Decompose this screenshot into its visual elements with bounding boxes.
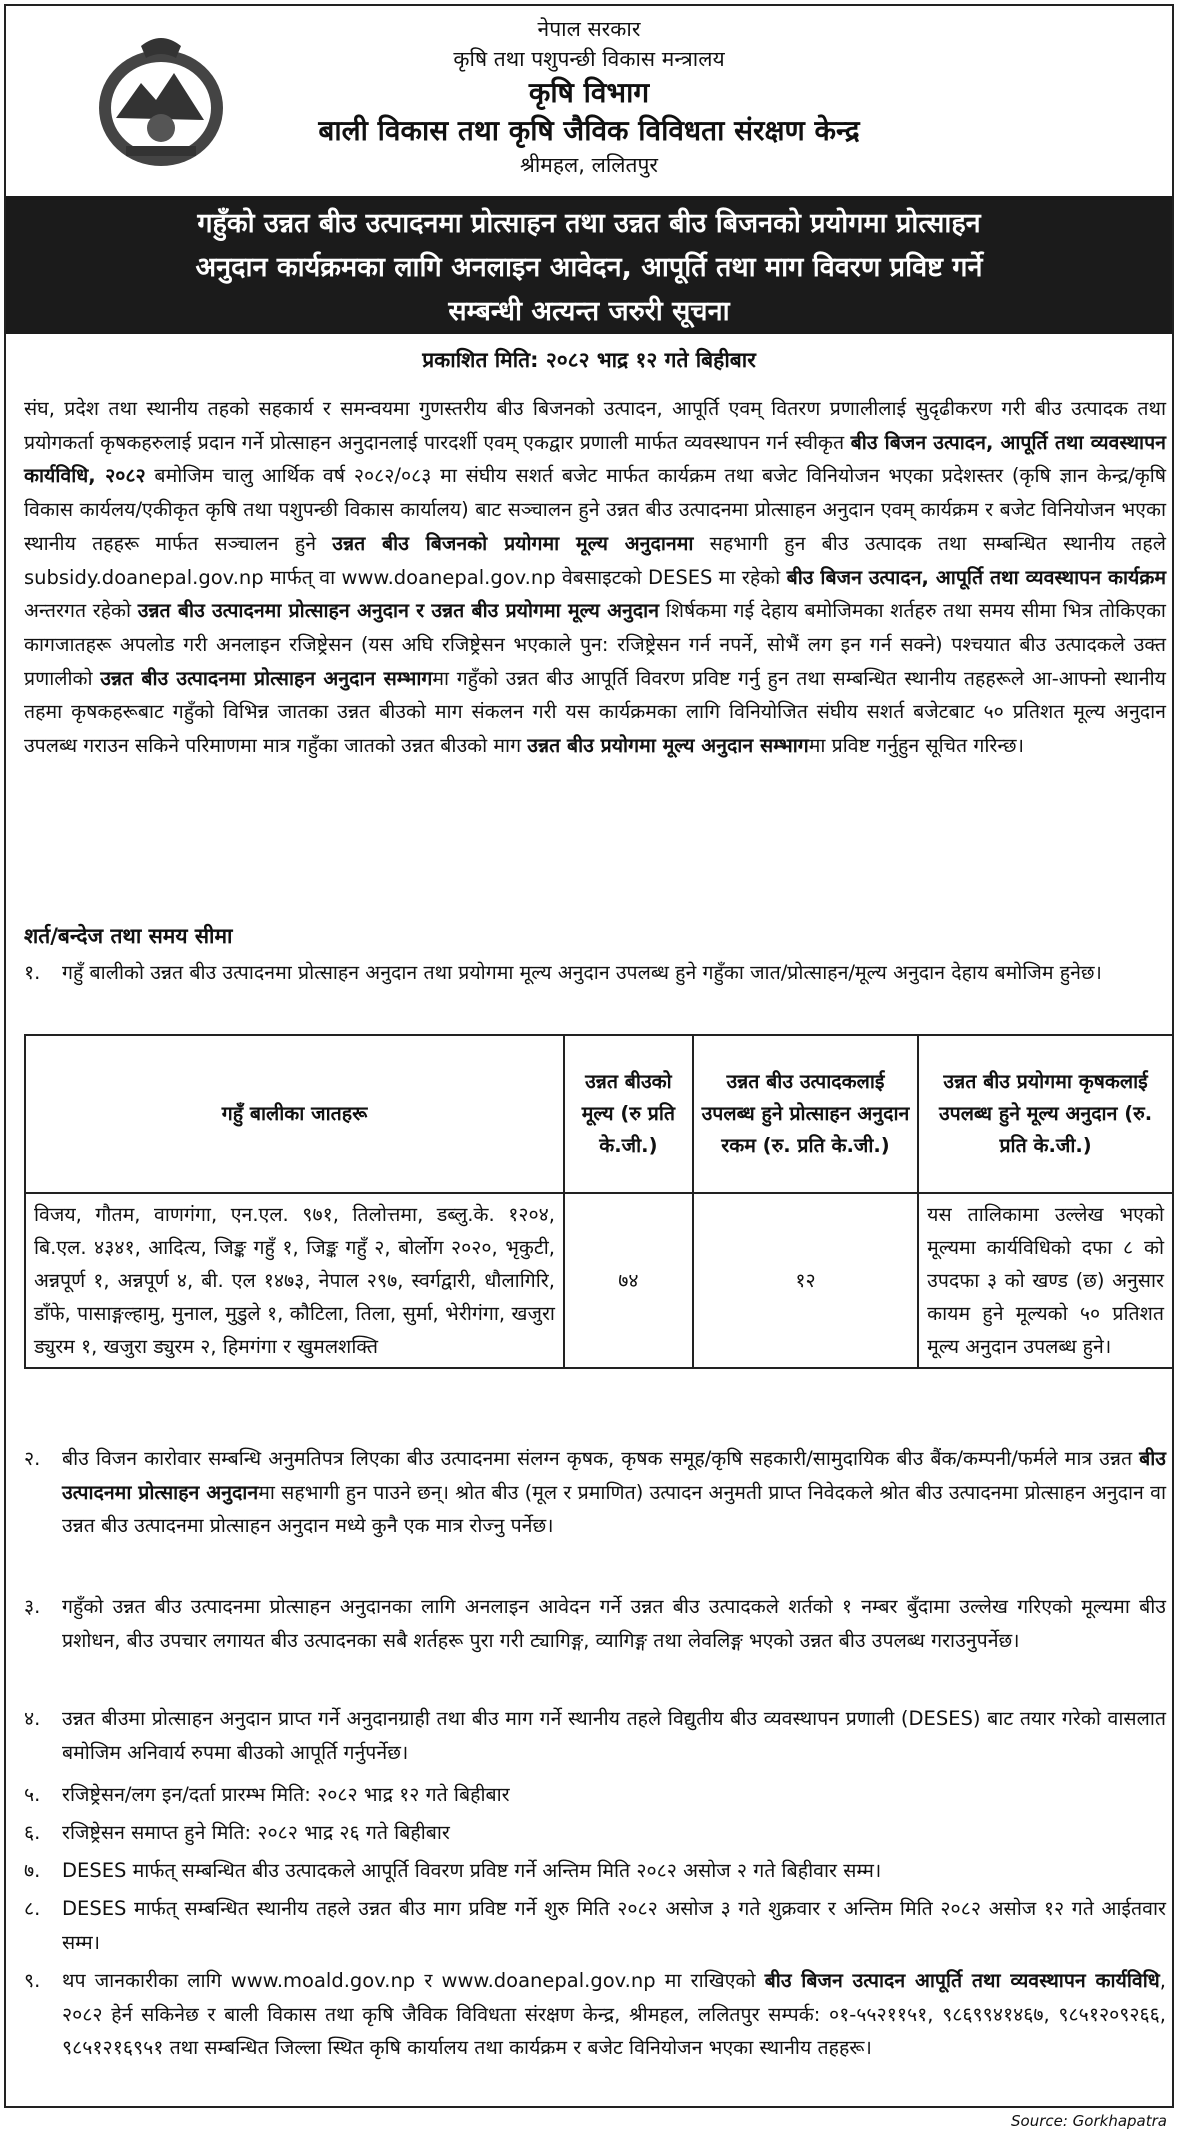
col-header-subsidy: उन्नत बीउ प्रयोगमा कृषकलाई उपलब्ध हुने मूल्य अनुदान (रु. प्रति के.जी.) [918,1035,1173,1193]
item-text-part: बीउ विजन कारोवार सम्बन्धि अनुमतिपत्र लिएका बीउ उत्पादनमा संलग्न कृषक, कृषक समूह/कृषि सहकारी/सामुदायिक बीउ बैंक/कम्पनी/फर्मले मात्र उन्नत [62,1447,1140,1470]
cell-subsidy-note: यस तालिकामा उल्लेख भएको मूल्यमा कार्यविधिको दफा ८ को उपदफा ३ को खण्ड (छ) अनुसार कायम हुने मूल्यको ५० प्रतिशत मूल्य अनुदान उपलब्ध हुने। [918,1193,1173,1368]
cell-price: ७४ [564,1193,693,1368]
source-credit: Source: Gorkhapatra [1011,2112,1167,2130]
intro-text: शिर्षकमा गई देहाय बमोजिमका शर्तहरु तथा समय सीमा भित्र तोकिएका कागजातहरू अपलोड गरी अनलाइन रजिष्ट्रेसन (यस अघि रजिष्ट्रेसन भएकाले पुन: रजिष्ट्रेसन गर्न नपर्ने, सोभैं लग इन गर्न सक्ने) पश्चयात बीउ उत्पादकले उक्त प्रणालीको [24,599,1166,690]
condition-item-4 [24,1702,1166,1769]
item-number: ६. [24,1821,41,1844]
item-number: ८. [24,1897,41,1920]
item-number: ३. [24,1595,41,1618]
item-text-bold: बीउ बिजन उत्पादन आपूर्ति तथा व्यवस्थापन कार्यविधि [764,1969,1160,1992]
item-text: उन्नत बीउमा प्रोत्साहन अनुदान प्राप्त गर्ने अनुदानग्राही तथा बीउ माग गर्ने स्थानीय तहले विद्युतीय बीउ व्यवस्थापन प्रणाली (DESES) बाट तयार गरेको वासलात बमोजिम अनिवार्य रुपमा बीउको आपूर्ति गर्नुपर्नेछ। [62,1707,1166,1764]
item-text: गहुँ बालीको उन्नत बीउ उत्पादनमा प्रोत्साहन अनुदान तथा प्रयोगमा मूल्य अनुदान उपलब्ध हुने गहुँका जात/प्रोत्साहन/मूल्य अनुदान देहाय बमोजिम हुनेछ। [62,961,1102,984]
col-header-price: उन्नत बीउको मूल्य (रु प्रति के.जी.) [564,1035,693,1193]
centre-name: बाली विकास तथा कृषि जैविक विविधता संरक्षण केन्द्र [318,114,860,147]
item-text-part: थप जानकारीका लागि www.moald.gov.np र www.doanepal.gov.np मा राखिएको [62,1969,765,1992]
variety-table [24,1034,1174,1369]
item-text: DESES मार्फत् सम्बन्धित बीउ उत्पादकले आपूर्ति विवरण प्रविष्ट गर्ने अन्तिम मिति २०८२ असोज २ गते बिहीवार सम्म। [62,1859,882,1882]
title-line-1: गहुँको उन्नत बीउ उत्पादनमा प्रोत्साहन तथा उन्नत बीउ बिजनको प्रयोगमा प्रोत्साहन [197,208,981,239]
title-line-3: सम्बन्धी अत्यन्त जरुरी सूचना [448,296,730,327]
item-text: DESES मार्फत् सम्बन्धित स्थानीय तहले उन्नत बीउ माग प्रविष्ट गर्ने शुरु मिति २०८२ असोज ३ गते शुक्रवार र अन्तिम मिति २०८२ असोज १२ गते आईतवार सम्म। [62,1897,1166,1954]
intro-paragraph [24,392,1166,763]
section-title: शर्त/बन्देज तथा समय सीमा [24,924,233,948]
published-date: प्रकाशित मिति: २०८२ भाद्र १२ गते बिहीबार [422,348,756,372]
condition-item-6 [24,1816,1166,1850]
intro-bold: उन्नत बीउ उत्पादनमा प्रोत्साहन अनुदान सम्भाग [100,666,433,690]
notice-title [6,196,1172,334]
item-number: ४. [24,1707,41,1730]
item-number: ५. [24,1783,41,1806]
item-text: गहुँको उन्नत बीउ उत्पादनमा प्रोत्साहन अनुदानका लागि अनलाइन आवेदन गर्ने उन्नत बीउ उत्पादकले शर्तको १ नम्बर बुँदामा उल्लेख गरिएको मूल्यमा बीउ प्रशोधन, बीउ उपचार लगायत बीउ उत्पादनका सबै शर्तहरू पुरा गरी ट्यागिङ्ग, व्यागिङ्ग तथा लेवलिङ्ग भएको उन्नत बीउ उपलब्ध गराउनुपर्नेछ। [62,1595,1166,1652]
address: श्रीमहल, ललितपुर [519,153,658,177]
intro-bold: बीउ बिजन उत्पादन, आपूर्ति तथा व्यवस्थापन कार्यक्रम [786,565,1166,589]
condition-item-1 [24,956,1166,990]
item-text [62,1964,1166,2065]
item-text: रजिष्ट्रेसन समाप्त हुने मिति: २०८२ भाद्र २६ गते बिहीबार [62,1821,450,1844]
cell-varieties: विजय, गौतम, वाणगंगा, एन.एल. ९७१, तिलोत्तमा, डब्लु.के. १२०४, बि.एल. ४३४१, आदित्य, जिङ्क गहुँ १, जिङ्क गहुँ २, बोर्लोग २०२०, भृकुटी, अन्नपूर्ण १, अन्नपूर्ण ४, बी. एल १४७३, नेपाल २९७, स्वर्गद्वारी, धौलागिरि, डाँफे, पासाङ्गल्हामु, मुनाल, मुडुले १, कौटिला, तिला, सुर्मा, भेरीगंगा, खजुरा ड्युरम १, खजुरा ड्युरम २, हिमगंगा र खुमलशक्ति [25,1193,564,1368]
intro-text: बमोजिम चालु आर्थिक वर्ष २०८२/०८३ मा संघीय सशर्त बजेट मार्फत कार्यक्रम तथा बजेट विनियोजन भएका प्रदेशस्तर (कृषि ज्ञान केन्द्र/कृषि विकास कार्यलय/एकीकृत कृषि तथा पशुपन्छी विकास कार्यालय) बाट सञ्चालन हुने उन्नत बीउ उत्पादनमा प्रोत्साहन अनुदान एवम् कार्यक्रम र बजेट विनियोजन भएका स्थानीय तहहरू मार्फत सञ्चालन हुने [24,464,1167,555]
title-line-2: अनुदान कार्यक्रमका लागि अनलाइन आवेदन, आपूर्ति तथा माग विवरण प्रविष्ट गर्ने [195,252,983,283]
condition-item-3 [24,1590,1166,1657]
col-header-varieties: गहुँ बालीका जातहरू [25,1035,564,1193]
department-name: कृषि विभाग [528,76,650,109]
intro-bold: बीउ बिजन उत्पादन, आपूर्ति तथा व्यवस्थापन कार्यविधि, २०८२ [24,430,1167,488]
item-text-part: , २०८२ हेर्न सकिनेछ र बाली विकास तथा कृषि जैविक विविधता संरक्षण केन्द्र, श्रीमहल, ललितपुर सम्पर्क: ०१-५५२११५१, ९८६९९४१४६७, ९८५१२०९२६६, ९८५१२१६९५१ तथा सम्बन्धित जिल्ला स्थित कृषि कार्यालय तथा कार्यक्रम र बजेट विनियोजन भएका स्थानीय तहहरू। [62,1969,1166,2059]
condition-item-9 [24,1964,1166,2065]
intro-text: मा गहुँको उन्नत बीउ आपूर्ति विवरण प्रविष्ट गर्नु हुन तथा सम्बन्धित स्थानीय तहहरूले आ-आफ्नो स्थानीय तहमा कृषकहरूबाट गहुँको विभिन्न जातका उन्नत बीउको माग संकलन गरी यस कार्यक्रमका लागि विनियोजित संघीय सशर्त बजेटबाट ५० प्रतिशत मूल्य अनुदान उपलब्ध गराउन सकिने परिमाणमा मात्र गहुँका जातको उन्नत बीउको माग [24,666,1166,758]
condition-item-8 [24,1892,1166,1959]
condition-item-2 [24,1442,1166,1543]
intro-bold: उन्नत बीउ बिजनको प्रयोगमा मूल्य अनुदानमा [332,531,694,555]
nepal-emblem-icon [86,28,236,178]
intro-text: मा प्रविष्ट गर्नुहुन सूचित गरिन्छ। [808,734,1024,758]
col-header-incentive: उन्नत बीउ उत्पादकलाई उपलब्ध हुने प्रोत्साहन अनुदान रकम (रु. प्रति के.जी.) [693,1035,918,1193]
cell-incentive: १२ [693,1193,918,1368]
intro-text: संघ, प्रदेश तथा स्थानीय तहको सहकार्य र समन्वयमा गुणस्तरीय बीउ बिजनको उत्पादन, आपूर्ति एवम् वितरण प्रणालीलाई सुदृढीकरण गरी बीउ उत्पादक तथा प्रयोगकर्ता कृषकहरुलाई प्रदान गर्ने प्रोत्साहन अनुदानलाई पारदर्शी एवम् एकद्वार प्रणाली मार्फत व्यवस्थापन गर्न स्वीकृत [24,397,1166,454]
item-text: रजिष्ट्रेसन/लग इन/दर्ता प्रारम्भ मिति: २०८२ भाद्र १२ गते बिहीबार [62,1783,510,1806]
notice-frame [4,4,1174,2108]
item-number: १. [24,961,41,984]
item-number: २. [24,1447,41,1470]
item-text [62,1442,1166,1543]
table-header-row [25,1035,1173,1193]
condition-item-7 [24,1854,1166,1888]
condition-item-5 [24,1778,1166,1812]
item-text-part: मा सहभागी हुन पाउने छन्। श्रोत बीउ (मूल र प्रमाणित) उत्पादन अनुमती प्राप्त निवेदकले श्रोत बीउ उत्पादनमा प्रोत्साहन अनुदान वा उन्नत बीउ उत्पादनमा प्रोत्साहन अनुदान मध्ये कुनै एक मात्र रोज्नु पर्नेछ। [62,1480,1166,1537]
header [6,6,1172,192]
intro-text: अन्तरगत रहेको [24,599,138,623]
table-row [25,1193,1173,1368]
intro-text: सहभागी हुन बीउ उत्पादक तथा सम्बन्धित स्थानीय तहले subsidy.doanepal.gov.np मार्फत् वा www.doanepal.gov.np वेबसाइटको DESES मा रहेको [24,531,1166,589]
intro-bold: उन्नत बीउ उत्पादनमा प्रोत्साहन अनुदान र उन्नत बीउ प्रयोगमा मूल्य अनुदान [137,599,660,623]
gov-name: नेपाल सरकार [537,17,641,41]
ministry-name: कृषि तथा पशुपन्छी विकास मन्त्रालय [453,47,725,71]
item-number: ९. [24,1969,41,1992]
item-number: ७. [24,1859,41,1882]
intro-bold: उन्नत बीउ प्रयोगमा मूल्य अनुदान सम्भाग [527,734,809,758]
item-text-bold: बीउ उत्पादनमा प्रोत्साहन अनुदान [62,1447,1166,1504]
